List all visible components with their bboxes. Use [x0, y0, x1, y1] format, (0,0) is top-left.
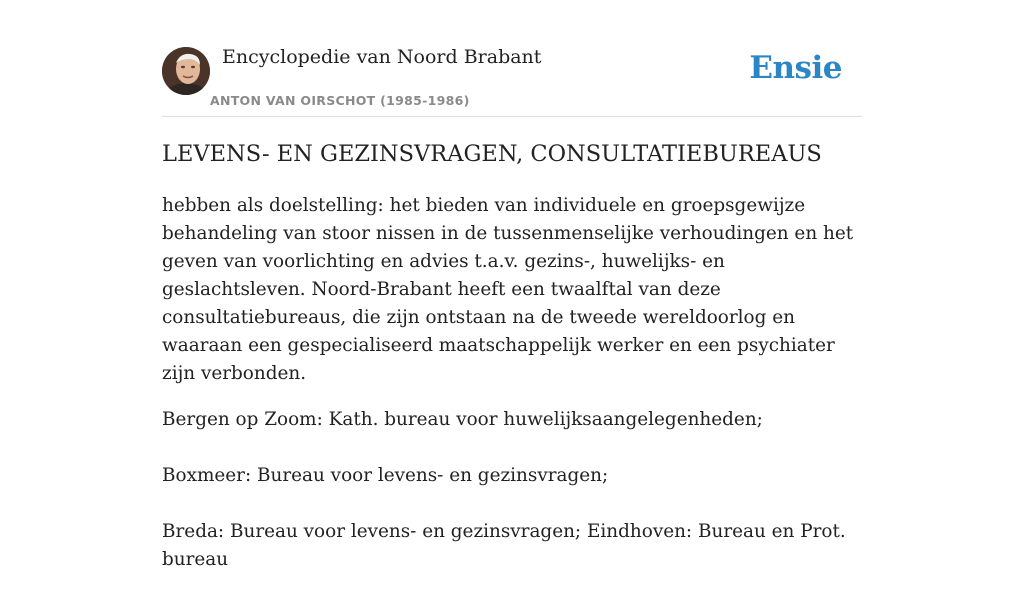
source-title[interactable]: Encyclopedie van Noord Brabant	[222, 46, 542, 68]
article-header	[162, 0, 862, 117]
author-name[interactable]: ANTON VAN OIRSCHOT (1985-1986)	[210, 93, 470, 108]
list-item: Breda: Bureau voor levens- en gezinsvragen; Eindhoven: Bureau en Prot. bureau	[162, 521, 846, 570]
article-page	[162, 0, 862, 570]
portrait-icon	[162, 47, 210, 95]
article-body	[162, 192, 862, 602]
author-avatar[interactable]	[162, 47, 210, 95]
list-item: Bergen op Zoom: Kath. bureau voor huwelijksaangelegenheden;	[162, 409, 763, 430]
ensie-logo[interactable]: Ensie	[749, 50, 842, 86]
article-paragraph: hebben als doelstelling: het bieden van individuele en groepsgewijze behandeling van stoor nissen in de tussenmenselijke verhoudingen en het geven van voorlichting en advies t.a.v. gezins-, huwelijks- en geslachtsleven. Noord-Brabant heeft een twaalftal van deze consultatiebureaus, die zijn ontstaan na de tweede wereldoorlog en waaraan een gespecialiseerd maatschappelijk werker en een psychiater zijn verbonden.	[162, 195, 854, 384]
list-item: Boxmeer: Bureau voor levens- en gezinsvragen;	[162, 465, 609, 486]
article-title: LEVENS- EN GEZINSVRAGEN, CONSULTATIEBUREAUS	[162, 141, 822, 167]
